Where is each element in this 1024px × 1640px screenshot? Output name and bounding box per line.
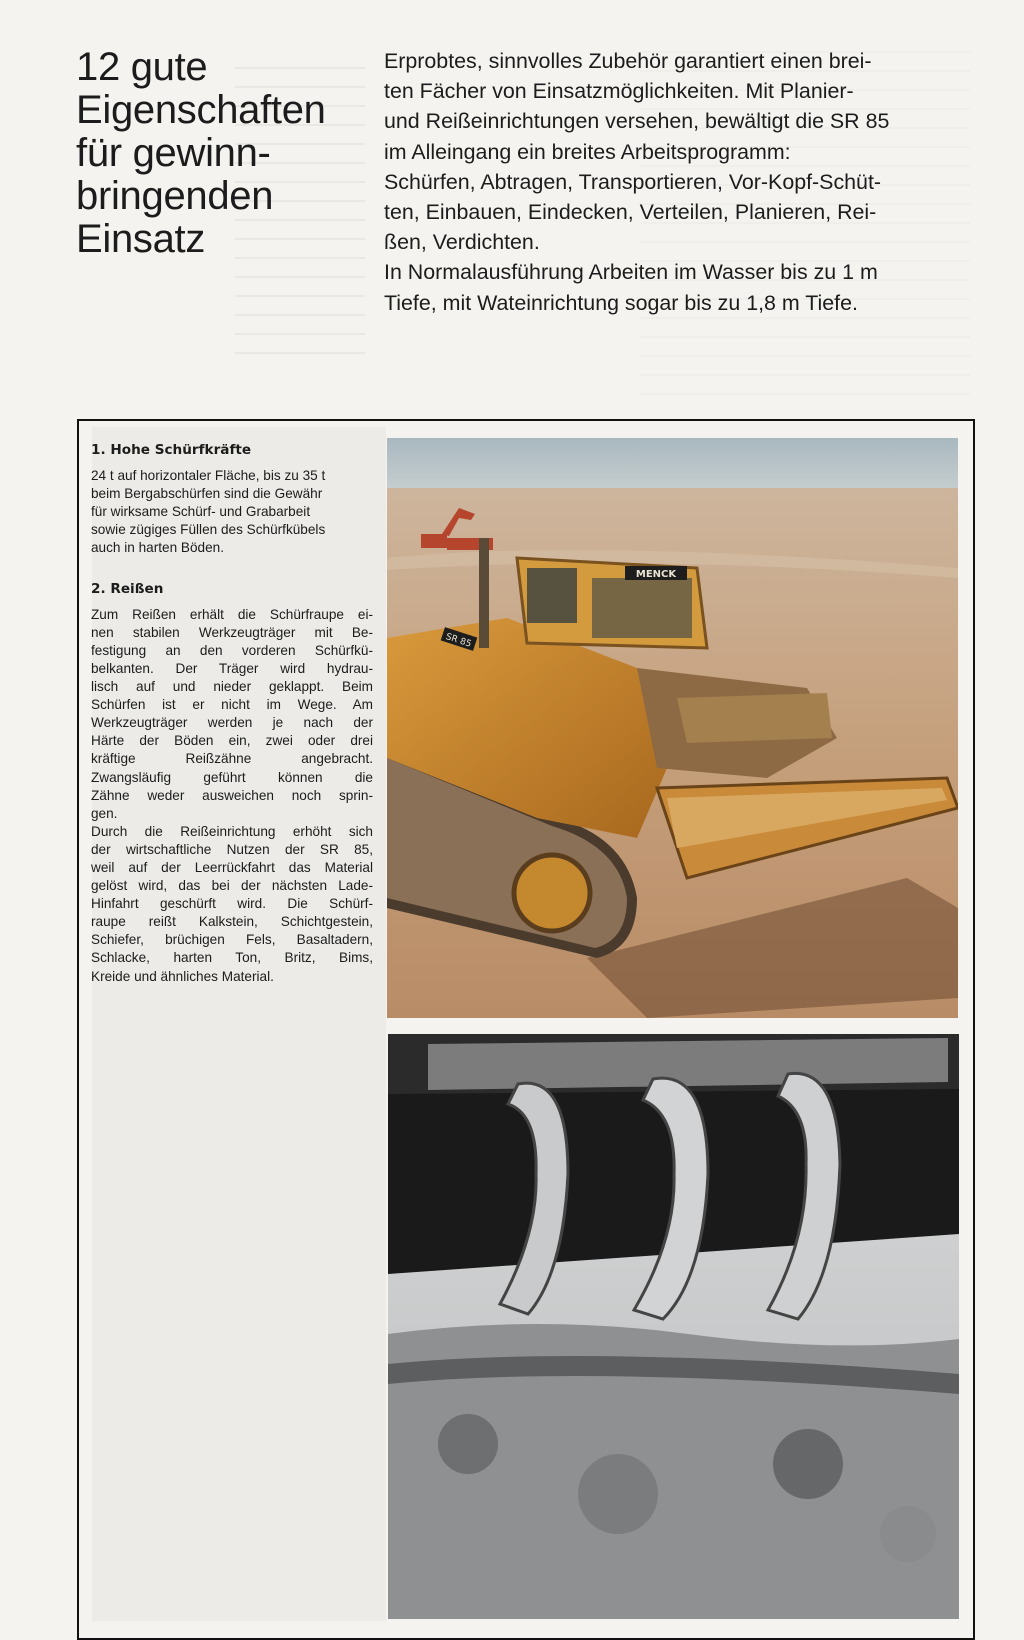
photo-scraper-crawler <box>387 438 958 1018</box>
headline-line: Eigenschaften <box>76 88 326 132</box>
body-line: 24 t auf horizontaler Fläche, bis zu 35 t <box>91 468 326 484</box>
intro-line: ten Fächer von Einsatzmöglichkeiten. Mit Planier- <box>384 79 854 104</box>
intro-line: In Normalausführung Arbeiten im Wasser bis zu 1 m <box>384 260 878 285</box>
headline-line: 12 gute <box>76 45 208 89</box>
headline-line: Einsatz <box>76 217 206 261</box>
body-line: für wirksame Schürf- und Grabarbeit <box>91 504 311 520</box>
body-line: Schlacke, harten Ton, Britz, Bims, <box>91 950 373 966</box>
body-line: gelöst wird, das bei der nächsten Lade- <box>91 878 373 894</box>
body-line: Zähne weder ausweichen noch sprin- <box>91 787 373 803</box>
features-column <box>91 441 373 1008</box>
section-body <box>91 467 373 557</box>
photo-ripper-teeth <box>388 1034 959 1619</box>
body-line: auch in harten Böden. <box>91 540 225 556</box>
page-headline <box>76 46 376 261</box>
intro-line: Tiefe, mit Wateinrichtung sogar bis zu 1,8 m Tiefe. <box>384 290 858 315</box>
body-line: gen. <box>91 805 118 821</box>
model-label: SR 85 <box>444 632 473 650</box>
intro-line: ten, Einbauen, Eindecken, Verteilen, Planieren, Rei- <box>384 200 877 225</box>
intro-line: Schürfen, Abtragen, Transportieren, Vor-Kopf-Schüt- <box>384 169 882 194</box>
photo-sky <box>387 438 958 493</box>
body-line: Härte der Böden ein, zwei oder drei <box>91 733 373 749</box>
body-line: Hinfahrt geschürft wird. Die Schürf- <box>91 896 373 912</box>
intro-line: und Reißeinrichtungen versehen, bewältigt die SR 85 <box>384 109 890 134</box>
intro-line: ßen, Verdichten. <box>384 230 540 255</box>
section-title: 1. Hohe Schürfkräfte <box>91 442 252 458</box>
intro-line: im Alleingang ein breites Arbeitsprogramm: <box>384 139 791 164</box>
body-line: Zwangsläufig geführt können die <box>91 769 373 785</box>
drive-sprocket <box>514 855 590 931</box>
body-line: Kreide und ähnliches Material. <box>91 968 274 984</box>
intro-paragraph <box>384 46 980 318</box>
body-line: Schürfen ist er nicht im Wege. Am <box>91 697 373 713</box>
body-line: Durch die Reißeinrichtung erhöht sich <box>91 823 373 839</box>
feature-section <box>91 441 373 558</box>
body-line: weil auf der Leerrückfahrt das Material <box>91 859 373 875</box>
body-line: Schiefer, brüchigen Fels, Basaltadern, <box>91 932 373 948</box>
body-line: lisch auf und nieder geklappt. Beim <box>91 679 373 695</box>
body-line: nen stabilen Werkzeugträger mit Be- <box>91 624 373 640</box>
intro-line: Erprobtes, sinnvolles Zubehör garantiert einen brei- <box>384 49 872 73</box>
feature-section <box>91 580 373 986</box>
body-line: sowie zügiges Füllen des Schürfkübels <box>91 522 326 538</box>
body-line: der wirtschaftliche Nutzen der SR 85, <box>91 841 373 857</box>
body-line: raupe reißt Kalkstein, Schichtgestein, <box>91 914 373 930</box>
body-line: beim Bergabschürfen sind die Gewähr <box>91 486 323 502</box>
body-line: Werkzeugträger werden je nach der <box>91 715 373 731</box>
headline-line: bringenden <box>76 174 274 218</box>
headline-line: für gewinn- <box>76 131 271 175</box>
body-line: belkanten. Der Träger wird hydrau- <box>91 660 373 676</box>
brand-label: MENCK <box>635 569 677 580</box>
body-line: Zum Reißen erhält die Schürfraupe ei- <box>91 606 373 622</box>
body-line: kräftige Reißzähne angebracht. <box>91 751 373 767</box>
body-line: festigung an den vorderen Schürfkü- <box>91 642 373 658</box>
exhaust-stack <box>479 538 489 648</box>
section-title: 2. Reißen <box>91 580 164 597</box>
section-body <box>91 606 373 986</box>
